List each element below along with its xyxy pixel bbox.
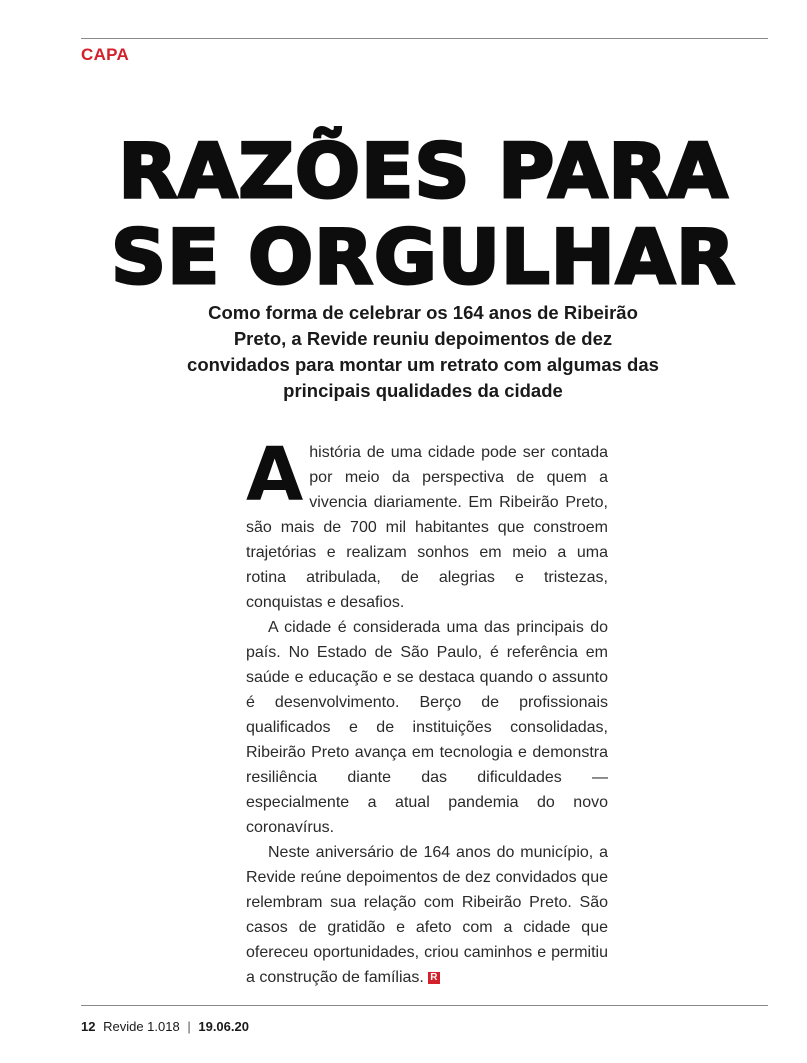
drop-cap: A xyxy=(246,432,304,518)
page-number: 12 xyxy=(81,1019,96,1034)
article-paragraph-1 xyxy=(246,432,608,615)
article-paragraph-1-text: história de uma cidade pode ser contada por meio da perspectiva de quem a vivencia diariamente. Em Ribeirão Preto, são mais de 700 mil habitantes que constroem trajetórias e realizam sonhos em meio a uma rotina atribulada, de alegrias e tristezas, conquistas e desafios. xyxy=(246,444,608,611)
headline-line-2: SE ORGULHAR xyxy=(111,213,736,301)
issue-date: 19.06.20 xyxy=(198,1019,249,1034)
footer-separator: | xyxy=(187,1019,191,1034)
bottom-rule xyxy=(81,1005,768,1006)
issue-label: Revide 1.018 xyxy=(103,1019,180,1034)
page-footer xyxy=(81,1019,249,1035)
headline xyxy=(73,128,774,300)
article-paragraph-3-text: Neste aniversário de 164 anos do município, a Revide reúne depoimentos de dez convidados que relembram sua relação com Ribeirão Preto. São casos de gratidão e afeto com a cidade que ofereceu oportunidades, criou caminhos e permitiu a construção de famílias. xyxy=(246,844,608,986)
article-paragraph-2: A cidade é considerada uma das principais do país. No Estado de São Paulo, é referência em saúde e educação e se destaca quando o assunto é desenvolvimento. Berço de profissionais qualificados e de instituições consolidadas, Ribeirão Preto avança em tecnologia e demonstra resiliência diante das dificuldades — especialmente a atual pandemia do novo coronavírus. xyxy=(246,619,608,836)
section-label: CAPA xyxy=(81,45,130,64)
top-rule xyxy=(81,38,768,39)
headline-line-1: RAZÕES PARA xyxy=(118,127,729,215)
article-body xyxy=(246,432,608,990)
revide-end-mark-icon: R xyxy=(428,972,440,984)
subhead: Como forma de celebrar os 164 anos de Ribeirão Preto, a Revide reuniu depoimentos de dez convidados para montar um retrato com algumas das principais qualidades da cidade xyxy=(187,302,659,401)
article-paragraph-3 xyxy=(246,840,608,990)
